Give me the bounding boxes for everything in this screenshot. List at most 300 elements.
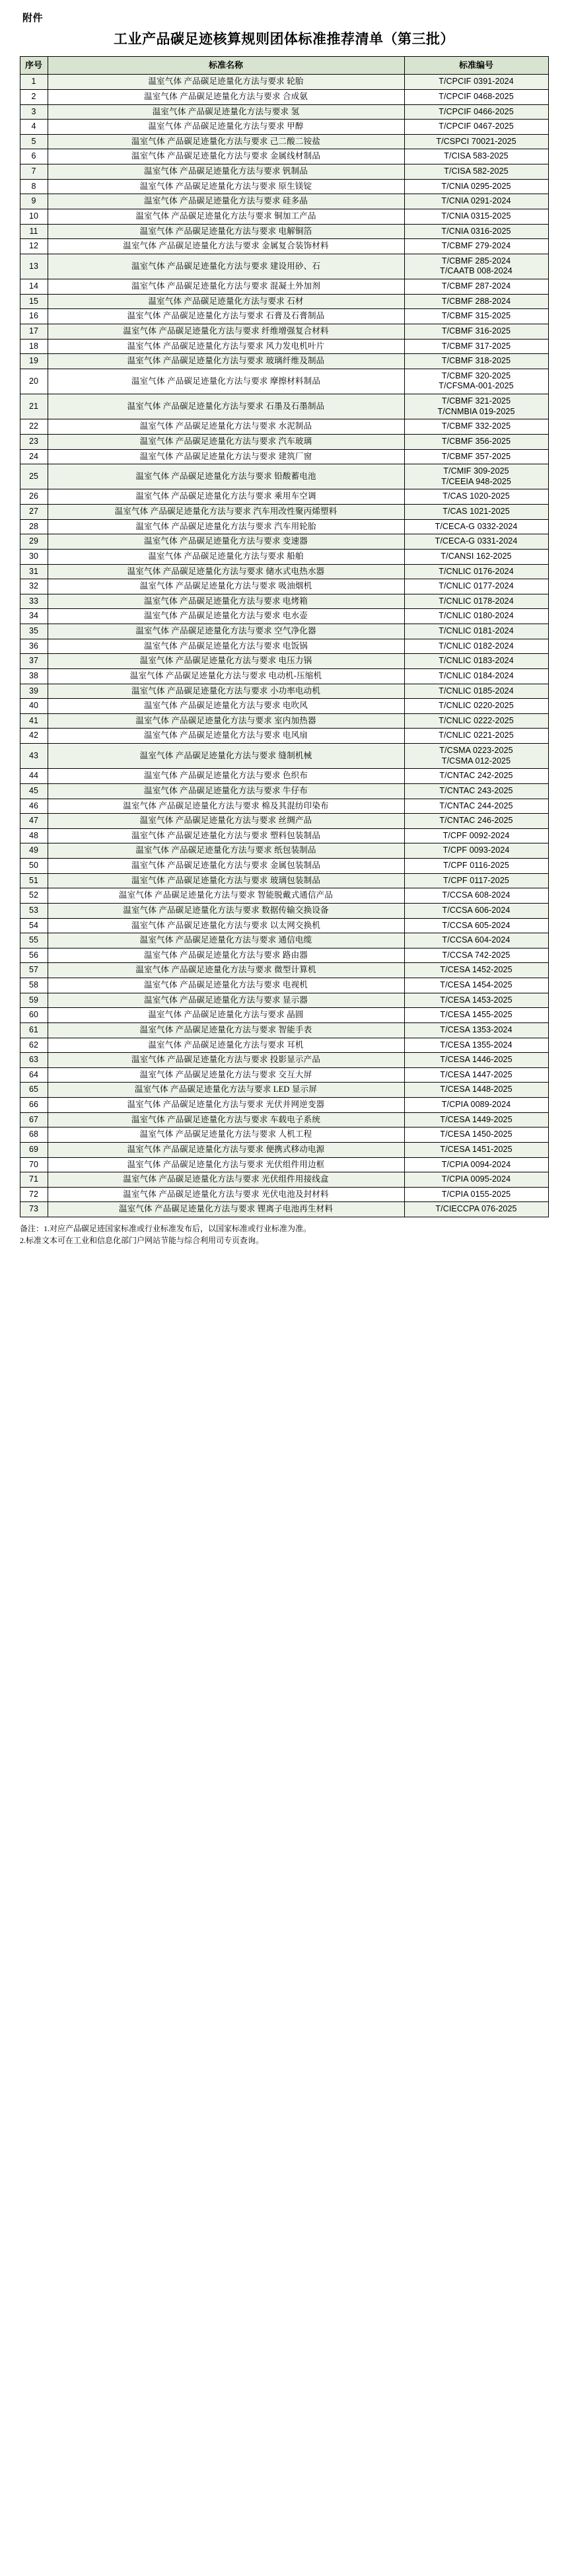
row-standard-name: 温室气体 产品碳足迹量化方法与要求 石材 [48,294,404,309]
row-index: 68 [20,1127,48,1143]
standard-code-line: T/CCSA 606-2024 [442,905,511,915]
row-standard-code [404,354,548,369]
row-standard-code [404,859,548,874]
row-standard-name: 温室气体 产品碳足迹量化方法与要求 电水壶 [48,609,404,624]
row-index: 9 [20,194,48,209]
standard-code-line: T/CNIA 0315-2025 [441,211,511,221]
table-row [20,769,548,784]
row-standard-code [404,729,548,744]
row-index: 52 [20,888,48,904]
table-row [20,828,548,843]
table-row [20,814,548,829]
standard-code-line: T/CBMF 321-2025 [441,396,511,406]
row-standard-code [404,609,548,624]
row-standard-name: 温室气体 产品碳足迹量化方法与要求 光伏组件用接线盒 [48,1172,404,1188]
standard-code-line: T/CNIA 0291-2024 [441,196,511,206]
row-index: 3 [20,104,48,120]
table-row [20,564,548,579]
table-row [20,859,548,874]
standard-code-line: T/CESA 1450-2025 [440,1129,513,1139]
standard-code-line: T/CPF 0093-2024 [443,845,510,855]
table-row [20,104,548,120]
row-index: 24 [20,449,48,464]
row-standard-name: 温室气体 产品碳足迹量化方法与要求 汽车玻璃 [48,434,404,449]
table-row [20,639,548,654]
row-standard-name: 温室气体 产品碳足迹量化方法与要求 投影显示产品 [48,1053,404,1068]
standard-code-line: T/CNLIC 0177-2024 [439,581,514,591]
table-row [20,948,548,963]
row-standard-code [404,164,548,180]
row-standard-code [404,828,548,843]
table-row [20,434,548,449]
note-line: 2.标准文本可在工业和信息化部门户网站节能与综合利用司专页查询。 [20,1236,264,1245]
table-row [20,194,548,209]
table-row [20,1157,548,1172]
standard-code-line: T/CBMF 287-2024 [441,281,511,291]
row-standard-code [404,1187,548,1202]
row-standard-name: 温室气体 产品碳足迹量化方法与要求 电烤箱 [48,594,404,609]
table-row [20,594,548,609]
row-standard-code [404,978,548,993]
row-index: 36 [20,639,48,654]
standard-code-line: T/CPF 0116-2025 [443,861,509,870]
row-index: 58 [20,978,48,993]
row-standard-code [404,1038,548,1053]
row-standard-name: 温室气体 产品碳足迹量化方法与要求 光伏电池及封材料 [48,1187,404,1202]
table-row [20,729,548,744]
row-index: 64 [20,1067,48,1083]
standard-code-line: T/CESA 1355-2024 [440,1040,513,1050]
row-standard-name: 温室气体 产品碳足迹量化方法与要求 塑料包装制品 [48,828,404,843]
standard-code-line: T/CNLIC 0185-2024 [439,686,514,696]
table-row [20,534,548,550]
row-standard-name: 温室气体 产品碳足迹量化方法与要求 锂离子电池再生材料 [48,1202,404,1217]
row-standard-name: 温室气体 产品碳足迹量化方法与要求 智能脱戴式通信产品 [48,888,404,904]
standard-code-line: T/CISA 582-2025 [444,166,509,176]
row-index: 49 [20,843,48,859]
table-row [20,1202,548,1217]
row-index: 35 [20,624,48,639]
row-standard-name: 温室气体 产品碳足迹量化方法与要求 晶圆 [48,1008,404,1023]
row-standard-name: 温室气体 产品碳足迹量化方法与要求 水泥制品 [48,419,404,435]
standard-code-line: T/CNLIC 0180-2024 [439,611,514,621]
row-standard-code [404,639,548,654]
standard-code-line: T/CBMF 357-2025 [441,451,511,461]
table-row [20,1022,548,1038]
row-index: 27 [20,505,48,520]
row-standard-code [404,594,548,609]
row-index: 59 [20,993,48,1008]
table-row [20,254,548,279]
row-standard-name: 温室气体 产品碳足迹量化方法与要求 石墨及石墨制品 [48,394,404,419]
row-standard-name: 温室气体 产品碳足迹量化方法与要求 数据传输交换设备 [48,903,404,918]
row-standard-name: 温室气体 产品碳足迹量化方法与要求 混凝土外加剂 [48,279,404,295]
row-standard-name: 温室气体 产品碳足迹量化方法与要求 棉及其混纺印染布 [48,799,404,814]
standard-code-line: T/CNLIC 0184-2024 [439,670,514,680]
row-standard-name: 温室气体 产品碳足迹量化方法与要求 变速器 [48,534,404,550]
row-index: 10 [20,209,48,224]
row-standard-name: 温室气体 产品碳足迹量化方法与要求 光伏组件用边框 [48,1157,404,1172]
row-index: 26 [20,489,48,505]
row-index: 15 [20,294,48,309]
row-index: 25 [20,464,48,489]
row-standard-code [404,799,548,814]
row-standard-code [404,699,548,714]
row-index: 4 [20,120,48,135]
row-index: 42 [20,729,48,744]
standards-table [20,56,549,1217]
table-row [20,903,548,918]
row-standard-code [404,120,548,135]
row-standard-code [404,1083,548,1098]
row-standard-code [404,324,548,339]
row-standard-name: 温室气体 产品碳足迹量化方法与要求 合成氨 [48,89,404,104]
standard-code-line: T/CESA 1449-2025 [440,1114,513,1124]
row-standard-code [404,873,548,888]
row-standard-code [404,564,548,579]
row-standard-name: 温室气体 产品碳足迹量化方法与要求 硅多晶 [48,194,404,209]
row-index: 73 [20,1202,48,1217]
row-index: 28 [20,519,48,534]
row-standard-name: 温室气体 产品碳足迹量化方法与要求 摩擦材料制品 [48,369,404,394]
row-index: 41 [20,713,48,729]
table-row [20,1083,548,1098]
row-standard-code [404,209,548,224]
table-row [20,279,548,295]
table-row [20,713,548,729]
row-standard-code [404,814,548,829]
row-index: 55 [20,933,48,948]
standard-code-line: T/CNTAC 242-2025 [439,771,513,781]
standard-code-line: T/CISA 583-2025 [444,151,509,161]
row-standard-name: 温室气体 产品碳足迹量化方法与要求 汽车用轮胎 [48,519,404,534]
standard-code-line: T/CBMF 285-2024 [441,256,511,266]
standard-code-line: T/CPCIF 0466-2025 [439,106,514,116]
row-standard-code [404,464,548,489]
row-standard-code [404,489,548,505]
table-row [20,1038,548,1053]
row-index: 23 [20,434,48,449]
row-standard-name: 温室气体 产品碳足迹量化方法与要求 玻璃包装制品 [48,873,404,888]
standard-code-line: T/CNTAC 246-2025 [439,816,513,826]
row-standard-code [404,434,548,449]
standard-code-line: T/CECA-G 0332-2024 [435,521,518,531]
row-standard-name: 温室气体 产品碳足迹量化方法与要求 建设用砂、石 [48,254,404,279]
table-row [20,519,548,534]
row-standard-code [404,668,548,684]
standard-code-line: T/CSMA 012-2025 [441,756,511,766]
table-header-row [20,57,548,75]
standard-code-line: T/CECA-G 0331-2024 [435,536,518,546]
standard-code-line: T/CNLIC 0221-2025 [439,731,514,740]
row-standard-name: 温室气体 产品碳足迹量化方法与要求 牛仔布 [48,783,404,799]
table-row [20,134,548,149]
row-index: 69 [20,1142,48,1157]
row-index: 48 [20,828,48,843]
row-standard-code [404,75,548,90]
row-standard-code [404,279,548,295]
table-row [20,209,548,224]
row-index: 29 [20,534,48,550]
row-standard-code [404,1067,548,1083]
row-standard-name: 温室气体 产品碳足迹量化方法与要求 己二酸二铵盐 [48,134,404,149]
row-index: 5 [20,134,48,149]
row-standard-code [404,579,548,594]
row-standard-name: 温室气体 产品碳足迹量化方法与要求 人机工程 [48,1127,404,1143]
table-row [20,1008,548,1023]
standard-code-line: T/CNMBIA 019-2025 [437,406,515,416]
row-standard-code [404,194,548,209]
row-index: 63 [20,1053,48,1068]
table-row [20,918,548,933]
standard-code-line: T/CCSA 605-2024 [442,920,511,930]
row-standard-code [404,369,548,394]
standard-code-line: T/CBMF 288-2024 [441,296,511,306]
row-standard-code [404,783,548,799]
row-standard-code [404,1127,548,1143]
row-standard-name: 温室气体 产品碳足迹量化方法与要求 色织布 [48,769,404,784]
table-row [20,449,548,464]
standard-code-line: T/CPIA 0094-2024 [441,1159,511,1169]
standard-code-line: T/CNLIC 0183-2024 [439,656,514,666]
standard-code-line: T/CESA 1454-2025 [440,980,513,989]
row-standard-name: 温室气体 产品碳足迹量化方法与要求 丝绸产品 [48,814,404,829]
row-standard-name: 温室气体 产品碳足迹量化方法与要求 船舶 [48,549,404,564]
row-standard-name: 温室气体 产品碳足迹量化方法与要求 电饭锅 [48,639,404,654]
standard-code-line: T/CESA 1452-2025 [440,965,513,975]
table-row [20,1053,548,1068]
standard-code-line: T/CPF 0092-2024 [443,830,510,840]
row-standard-code [404,769,548,784]
row-standard-code [404,993,548,1008]
table-row [20,1112,548,1127]
row-standard-name: 温室气体 产品碳足迹量化方法与要求 玻璃纤维及制品 [48,354,404,369]
standard-code-line: T/CNLIC 0176-2024 [439,566,514,576]
row-standard-name: 温室气体 产品碳足迹量化方法与要求 乘用车空调 [48,489,404,505]
standard-code-line: T/CNTAC 244-2025 [439,801,513,810]
row-standard-code [404,948,548,963]
row-standard-name: 温室气体 产品碳足迹量化方法与要求 金属线材制品 [48,149,404,164]
row-standard-name: 温室气体 产品碳足迹量化方法与要求 电解铜箔 [48,224,404,239]
column-header-standard-name: 标准名称 [48,57,404,75]
row-standard-name: 温室气体 产品碳足迹量化方法与要求 风力发电机叶片 [48,339,404,354]
row-standard-name: 温室气体 产品碳足迹量化方法与要求 以太网交换机 [48,918,404,933]
attachment-label: 附件 [22,13,44,24]
row-index: 62 [20,1038,48,1053]
row-standard-name: 温室气体 产品碳足迹量化方法与要求 甲醇 [48,120,404,135]
standard-code-line: T/CNIA 0295-2025 [441,181,511,191]
row-standard-name: 温室气体 产品碳足迹量化方法与要求 电压力锅 [48,654,404,669]
standard-code-line: T/CBMF 356-2025 [441,436,511,446]
table-row [20,668,548,684]
table-row [20,369,548,394]
table-body [20,75,548,1217]
row-standard-code [404,1142,548,1157]
row-index: 37 [20,654,48,669]
row-standard-name: 温室气体 产品碳足迹量化方法与要求 电风扇 [48,729,404,744]
table-row [20,89,548,104]
row-index: 20 [20,369,48,394]
row-standard-code [404,918,548,933]
row-standard-code [404,224,548,239]
row-index: 14 [20,279,48,295]
standard-code-line: T/CCSA 604-2024 [442,935,511,945]
standard-code-line: T/CBMF 318-2025 [441,356,511,366]
row-index: 50 [20,859,48,874]
table-row [20,1187,548,1202]
standard-code-line: T/CESA 1453-2025 [440,995,513,1005]
row-standard-code [404,505,548,520]
standard-code-line: T/CFSMA-001-2025 [439,381,514,391]
row-index: 39 [20,684,48,699]
row-standard-code [404,933,548,948]
standard-code-line: T/CNLIC 0181-2024 [439,626,514,635]
table-row [20,609,548,624]
row-index: 65 [20,1083,48,1098]
row-standard-name: 温室气体 产品碳足迹量化方法与要求 纸包装制品 [48,843,404,859]
row-standard-name: 温室气体 产品碳足迹量化方法与要求 小功率电动机 [48,684,404,699]
row-standard-code [404,1202,548,1217]
row-index: 45 [20,783,48,799]
row-standard-code [404,1022,548,1038]
standard-code-line: T/CCSA 742-2025 [442,950,511,960]
standard-code-line: T/CESA 1448-2025 [440,1085,513,1094]
row-standard-name: 温室气体 产品碳足迹量化方法与要求 金属包装制品 [48,859,404,874]
row-standard-code [404,744,548,769]
row-standard-code [404,394,548,419]
row-standard-code [404,419,548,435]
row-standard-name: 温室气体 产品碳足迹量化方法与要求 空气净化器 [48,624,404,639]
row-standard-name: 温室气体 产品碳足迹量化方法与要求 交互大屏 [48,1067,404,1083]
standard-code-line: T/CSPCI 70021-2025 [436,136,516,146]
table-row [20,1067,548,1083]
row-standard-name: 温室气体 产品碳足迹量化方法与要求 建筑厂窗 [48,449,404,464]
row-standard-name: 温室气体 产品碳足迹量化方法与要求 石膏及石膏制品 [48,309,404,324]
table-row [20,624,548,639]
row-index: 38 [20,668,48,684]
column-header-standard-code: 标准编号 [404,57,548,75]
standard-code-line: T/CEEIA 948-2025 [441,476,511,486]
standard-code-line: T/CPCIF 0468-2025 [439,91,514,101]
row-standard-code [404,843,548,859]
table-row [20,294,548,309]
row-index: 32 [20,579,48,594]
row-standard-name: 温室气体 产品碳足迹量化方法与要求 金属复合装饰材料 [48,239,404,254]
row-standard-code [404,1157,548,1172]
table-row [20,239,548,254]
table-row [20,873,548,888]
table-row [20,963,548,978]
table-row [20,549,548,564]
standard-code-line: T/CESA 1451-2025 [440,1144,513,1154]
standard-code-line: T/CNLIC 0178-2024 [439,596,514,606]
row-index: 17 [20,324,48,339]
row-index: 13 [20,254,48,279]
row-standard-name: 温室气体 产品碳足迹量化方法与要求 路由器 [48,948,404,963]
row-standard-code [404,149,548,164]
row-index: 2 [20,89,48,104]
row-index: 33 [20,594,48,609]
row-standard-name: 温室气体 产品碳足迹量化方法与要求 原生镁锭 [48,179,404,194]
table-row [20,179,548,194]
standard-code-line: T/CBMF 279-2024 [441,241,511,251]
table-row [20,993,548,1008]
table-row [20,164,548,180]
standard-code-line: T/CAATB 008-2024 [440,266,513,276]
standard-code-line: T/CPIA 0155-2025 [441,1189,511,1199]
column-header-index: 序号 [20,57,48,75]
standard-code-line: T/CPIA 0089-2024 [441,1100,511,1109]
row-standard-name: 温室气体 产品碳足迹量化方法与要求 铜加工产品 [48,209,404,224]
row-index: 72 [20,1187,48,1202]
standard-code-line: T/CBMF 315-2025 [441,311,511,321]
row-standard-name: 温室气体 产品碳足迹量化方法与要求 氢 [48,104,404,120]
table-row [20,224,548,239]
table-row [20,684,548,699]
row-standard-code [404,1008,548,1023]
row-index: 30 [20,549,48,564]
row-index: 31 [20,564,48,579]
row-standard-code [404,888,548,904]
table-row [20,579,548,594]
table-row [20,1172,548,1188]
notes-block [20,1223,548,1246]
row-index: 7 [20,164,48,180]
row-standard-code [404,549,548,564]
note-line: 备注：1.对应产品碳足迹国家标准或行业标准发布后，以国家标准或行业标准为准。 [20,1224,312,1233]
standard-code-line: T/CNLIC 0182-2024 [439,641,514,651]
standard-code-line: T/CNIA 0316-2025 [441,226,511,236]
table-row [20,489,548,505]
row-standard-code [404,534,548,550]
row-standard-name: 温室气体 产品碳足迹量化方法与要求 便携式移动电源 [48,1142,404,1157]
row-standard-code [404,239,548,254]
table-row [20,464,548,489]
standard-code-line: T/CAS 1021-2025 [443,507,510,516]
standard-code-line: T/CNTAC 243-2025 [439,785,513,795]
table-row [20,654,548,669]
row-standard-code [404,519,548,534]
row-index: 12 [20,239,48,254]
standard-code-line: T/CMIF 309-2025 [443,466,509,476]
row-index: 6 [20,149,48,164]
row-index: 43 [20,744,48,769]
row-index: 19 [20,354,48,369]
standard-code-line: T/CCSA 608-2024 [442,890,511,900]
row-standard-name: 温室气体 产品碳足迹量化方法与要求 显示器 [48,993,404,1008]
standard-code-line: T/CBMF 320-2025 [441,371,511,380]
row-standard-code [404,104,548,120]
table-row [20,505,548,520]
row-index: 60 [20,1008,48,1023]
row-index: 54 [20,918,48,933]
row-standard-code [404,179,548,194]
table-row [20,120,548,135]
table-row [20,354,548,369]
page-title: 工业产品碳足迹核算规则团体标准推荐清单（第三批） [114,31,454,47]
row-index: 22 [20,419,48,435]
table-row [20,783,548,799]
table-row [20,699,548,714]
standard-code-line: T/CBMF 316-2025 [441,326,511,336]
row-standard-code [404,1112,548,1127]
standard-code-line: T/CIECCPA 076-2025 [435,1204,517,1214]
row-standard-code [404,449,548,464]
row-index: 61 [20,1022,48,1038]
row-index: 66 [20,1098,48,1113]
standard-code-line: T/CBMF 332-2025 [441,421,511,431]
row-index: 51 [20,873,48,888]
